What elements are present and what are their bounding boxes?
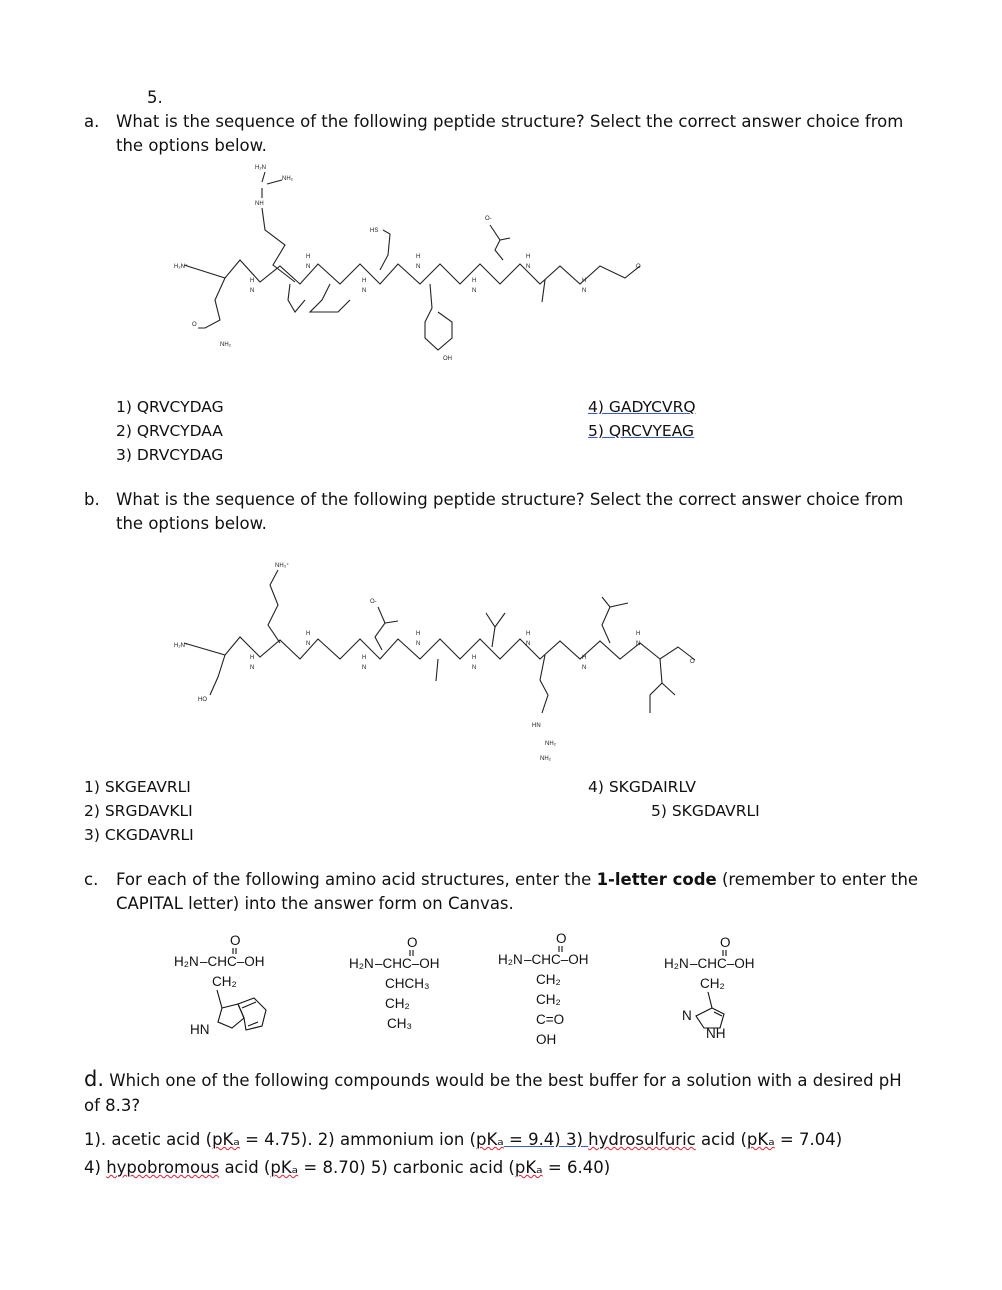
svg-text:N: N [472, 288, 477, 294]
d-opt4-pk: pKₐ [270, 1158, 299, 1177]
part-d-question-text: Which one of the following compounds would be the best buffer for a solution with a desired pH [104, 1071, 902, 1090]
part-a-option-3[interactable]: 3) DRVCYDAG [116, 446, 224, 464]
aa3-co: C=O [536, 1012, 565, 1027]
aa2-ch3: CH₃ [387, 1016, 412, 1031]
d-opt1-val: = 4.75). 2) ammonium ion ( [239, 1130, 476, 1149]
d-opt3-pk: pKₐ [746, 1130, 775, 1149]
svg-text:N: N [582, 288, 587, 294]
svg-text:H: H [526, 254, 531, 260]
part-a-option-5[interactable]: 5) QRCVYEAG [588, 422, 695, 440]
part-b-question-line2: the options below. [116, 514, 267, 533]
svg-text:H: H [306, 254, 311, 260]
aa4-nh: NH [706, 1026, 726, 1041]
part-c-bold: 1-letter code [596, 870, 717, 889]
part-d-question-line2: of 8.3? [84, 1096, 141, 1115]
peptide-structure-a [170, 160, 660, 380]
svg-text:N: N [526, 641, 531, 647]
d-opt4-num: 4) [84, 1158, 107, 1177]
svg-text:N: N [306, 641, 311, 647]
svg-text:H: H [362, 655, 367, 661]
d-opt5-pk: pKₐ [514, 1158, 543, 1177]
svg-text:N: N [250, 665, 255, 671]
svg-text:HS: HS [370, 228, 379, 234]
svg-text:HO: HO [198, 697, 207, 703]
svg-text:H: H [582, 278, 587, 284]
part-d-question-line1 [84, 1066, 902, 1094]
svg-text:N: N [416, 641, 421, 647]
aa3-ch2b: CH₂ [536, 992, 561, 1007]
part-a-option-2[interactable]: 2) QRVCYDAA [116, 422, 223, 440]
part-a-letter: a. [84, 112, 100, 131]
svg-text:HN: HN [532, 723, 541, 729]
aa2-chch3: CHCH₃ [385, 976, 430, 991]
svg-text:N: N [636, 641, 641, 647]
amino-acid-1-tryptophan [170, 930, 280, 1045]
aa2-chc: –CHC–OH [375, 956, 440, 971]
svg-text:H: H [582, 655, 587, 661]
part-b-option-1[interactable]: 1) SKGEAVRLI [84, 778, 191, 796]
amino-acid-3-glutamate [494, 928, 604, 1048]
svg-text:H: H [472, 655, 477, 661]
part-d-letter: d. [84, 1067, 105, 1091]
svg-text:O-: O- [485, 216, 492, 222]
svg-text:O-: O- [370, 599, 377, 605]
part-a-option-4[interactable]: 4) GADYCVRQ [588, 398, 696, 416]
aa4-ch2: CH₂ [700, 976, 725, 991]
question-number: 5. [147, 88, 163, 107]
aa4-o: O [720, 935, 731, 950]
aa1-chc: –CHC–OH [200, 954, 265, 969]
svg-text:O: O [636, 264, 641, 270]
d-opt4-val: = 8.70) 5) carbonic acid ( [298, 1158, 515, 1177]
svg-text:N: N [526, 264, 531, 270]
part-b-letter: b. [84, 490, 100, 509]
svg-text:H: H [526, 631, 531, 637]
d-opt2-pk: pKₐ [475, 1130, 504, 1149]
aa3-ch2: CH₂ [536, 972, 561, 987]
aa3-h2n: H₂N [498, 952, 523, 967]
aa1-h2n: H₂N [174, 954, 199, 969]
svg-text:NH₂: NH₂ [282, 176, 293, 182]
svg-text:NH₃⁺: NH₃⁺ [275, 563, 290, 569]
svg-text:H: H [250, 278, 255, 284]
aa2-ch2: CH₂ [385, 996, 410, 1011]
svg-text:H: H [362, 278, 367, 284]
d-opt1-pk: pKₐ [212, 1130, 240, 1149]
d-opt1-text: 1). acetic acid ( [84, 1130, 213, 1149]
part-a-question-line1: What is the sequence of the following peptide structure? Select the correct answer choice from [116, 112, 904, 131]
d-opt3-name: hydrosulfuric [588, 1130, 696, 1149]
svg-text:N: N [416, 264, 421, 270]
aa3-oh: OH [536, 1032, 557, 1047]
part-c-text-after: (remember to enter the [716, 870, 919, 889]
part-c-line2: CAPITAL letter) into the answer form on Canvas. [116, 894, 514, 913]
aa4-chc: –CHC–OH [690, 956, 755, 971]
part-b-question-line1: What is the sequence of the following peptide structure? Select the correct answer choice from [116, 490, 904, 509]
aa4-n: N [682, 1008, 692, 1023]
part-b-option-2[interactable]: 2) SRGDAVKLI [84, 802, 193, 820]
svg-text:H: H [306, 631, 311, 637]
svg-text:OH: OH [443, 356, 452, 362]
svg-text:N: N [250, 288, 255, 294]
svg-text:H₂N⁺: H₂N⁺ [174, 643, 189, 649]
svg-text:N: N [472, 665, 477, 671]
aa2-h2n: H₂N [349, 956, 374, 971]
amino-acid-2-isoleucine [345, 932, 455, 1032]
svg-text:N: N [362, 288, 367, 294]
part-c-text-before: For each of the following amino acid structures, enter the [116, 870, 597, 889]
svg-text:N: N [582, 665, 587, 671]
svg-text:H₂N⁺: H₂N⁺ [174, 264, 189, 270]
svg-text:H: H [416, 631, 421, 637]
svg-text:NH₂: NH₂ [220, 342, 231, 348]
svg-text:N: N [362, 665, 367, 671]
aa1-o: O [230, 933, 241, 948]
d-opt4-name: hypobromous [106, 1158, 220, 1177]
d-opt3-val: = 7.04) [774, 1130, 843, 1149]
svg-text:O: O [690, 659, 695, 665]
svg-text:H₂N: H₂N [255, 165, 266, 171]
aa1-ch2: CH₂ [212, 974, 237, 989]
svg-text:NH₂: NH₂ [545, 741, 556, 747]
part-b-option-5[interactable]: 5) SKGDAVRLI [651, 802, 760, 820]
part-a-question-line2: the options below. [116, 136, 267, 155]
d-opt2-val: = 9.4) 3) [503, 1130, 589, 1149]
svg-text:H: H [250, 655, 255, 661]
aa1-hn: HN [190, 1022, 210, 1037]
svg-text:NH: NH [255, 201, 264, 207]
svg-text:H: H [472, 278, 477, 284]
part-c-letter: c. [84, 870, 99, 889]
d-opt4-rest: acid ( [219, 1158, 271, 1177]
d-opt3-rest: acid ( [695, 1130, 747, 1149]
part-b-option-3[interactable]: 3) CKGDAVRLI [84, 826, 194, 844]
aa3-chc: –CHC–OH [524, 952, 589, 967]
aa4-h2n: H₂N [664, 956, 689, 971]
svg-text:H: H [416, 254, 421, 260]
svg-text:O: O [192, 322, 197, 328]
part-d-options-line2 [84, 1156, 610, 1180]
part-a-option-1[interactable]: 1) QRVCYDAG [116, 398, 224, 416]
amino-acid-4-histidine [660, 932, 770, 1042]
aa3-o: O [556, 931, 567, 946]
peptide-structure-b [170, 555, 710, 770]
part-d-options-line1 [84, 1128, 842, 1152]
part-c-line1 [116, 868, 918, 892]
svg-text:NH₂: NH₂ [540, 756, 551, 762]
part-b-option-4[interactable]: 4) SKGDAIRLV [588, 778, 696, 796]
svg-text:N: N [306, 264, 311, 270]
d-opt5-val: = 6.40) [542, 1158, 611, 1177]
svg-text:H: H [636, 631, 641, 637]
aa2-o: O [407, 935, 418, 950]
